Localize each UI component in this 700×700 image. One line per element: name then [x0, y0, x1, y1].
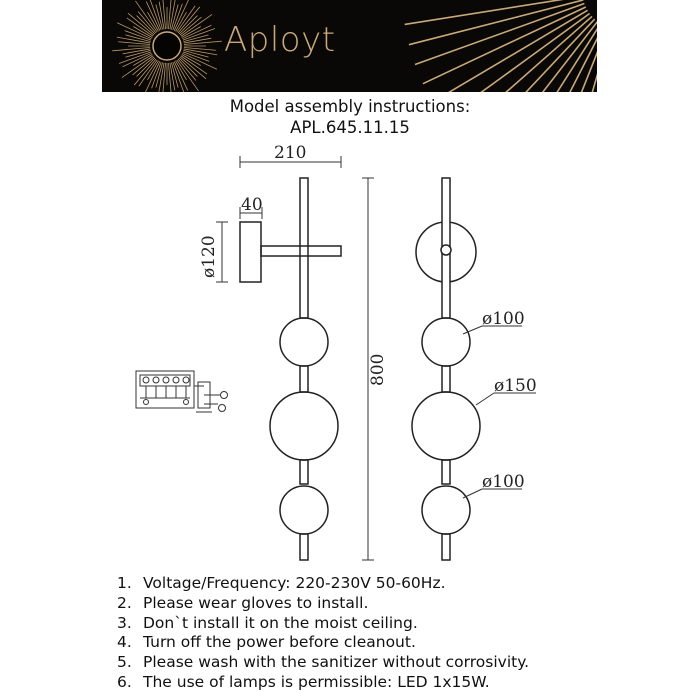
spec-item — [117, 594, 529, 614]
dim-depth-label: 40 — [241, 195, 263, 215]
spec-number: 3. — [117, 613, 132, 632]
spec-number: 2. — [117, 593, 132, 612]
front-view — [412, 178, 537, 560]
spec-text: Please wash with the sanitizer without corrosivity. — [143, 653, 530, 672]
spec-item — [117, 574, 529, 594]
spec-number: 5. — [117, 653, 132, 672]
terminal-block-icon — [136, 371, 228, 412]
dim-sphere-bottom-label: ø100 — [482, 472, 525, 492]
spec-text: Don`t install it on the moist ceiling. — [143, 613, 418, 632]
dim-sphere-large-label: ø150 — [494, 376, 537, 396]
spec-item — [117, 614, 529, 634]
model-number: APL.645.11.15 — [290, 118, 410, 137]
spec-text: Please wear gloves to install. — [143, 593, 369, 612]
dim-width-label: 210 — [274, 143, 307, 163]
spec-item — [117, 673, 529, 693]
spec-item — [117, 653, 529, 673]
spec-number: 4. — [117, 633, 132, 652]
specification-list — [117, 574, 529, 693]
dim-sphere-top-label: ø100 — [482, 309, 525, 329]
spec-text: The use of lamps is permissible: LED 1x15W. — [143, 672, 490, 691]
dim-height-label: 800 — [368, 353, 388, 386]
title-line-1: Model assembly instructions: — [229, 97, 471, 116]
dim-backplate-label: ø120 — [199, 235, 219, 278]
spec-number: 6. — [117, 672, 132, 691]
spec-text: Turn off the power before cleanout. — [143, 633, 416, 652]
brand-name: Aployt — [224, 20, 336, 60]
side-view — [199, 143, 388, 560]
spec-text: Voltage/Frequency: 220-230V 50-60Hz. — [143, 574, 446, 592]
spec-number: 1. — [117, 574, 132, 592]
spec-item — [117, 633, 529, 653]
